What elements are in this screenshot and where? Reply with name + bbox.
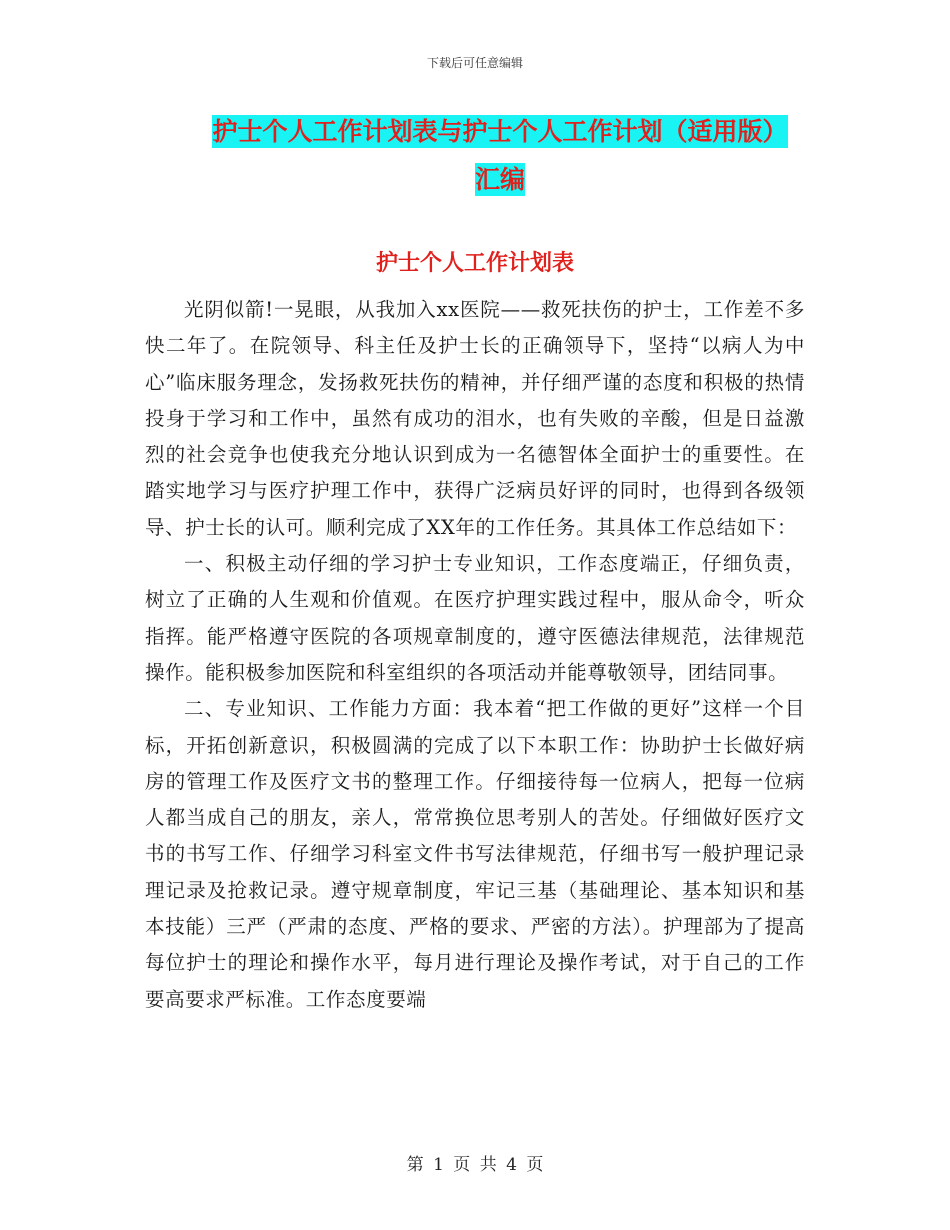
body-text bbox=[145, 292, 805, 1018]
document-title-line-2: 汇编 bbox=[474, 165, 525, 194]
paragraph: 二、专业知识、工作能力方面：我本着“把工作做的更好”这样一个目标，开拓创新意识，积极圆满的完成了以下本职工作：协助护士长做好病房的管理工作及医疗文书的整理工作。仔细接待每一位病人，把每一位病人都当成自己的朋友，亲人，常常换位思考别人的苦处。仔细做好医疗文书的书写工作、仔细学习科室文件书写法律规范，仔细书写一般护理记录理记录及抢救记录。遵守规章制度，牢记三基（基础理论、基本知识和基本技能）三严（严肃的态度、严格的要求、严密的方法）。护理部为了提高每位护士的理论和操作水平，每月进行理论及操作考试，对于自己的工作要高要求严标准。工作态度要端 bbox=[145, 697, 805, 1011]
header-note: 下载后可任意编辑 bbox=[426, 56, 523, 70]
paragraph: 一、积极主动仔细的学习护士专业知识，工作态度端正，仔细负责，树立了正确的人生观和价值观。在医疗护理实践过程中，服从命令，听众指挥。能严格遵守医院的各项规章制度的，遵守医德法律规范，法律规范操作。能积极参加医院和科室组织的各项活动并能尊敬领导，团结同事。 bbox=[145, 552, 805, 684]
page-number-footer: 第 1 页 共 4 页 bbox=[406, 1155, 544, 1175]
section-title: 护士个人工作计划表 bbox=[375, 251, 574, 276]
document-title-line-1: 护士个人工作计划表与护士个人工作计划（适用版） bbox=[212, 117, 788, 146]
document-title bbox=[185, 108, 815, 204]
paragraph: 光阴似箭!一晃眼，从我加入xx医院——救死扶伤的护士，工作差不多快二年了。在院领导、科主任及护士长的正确领导下，坚持“以病人为中心”临床服务理念，发扬救死扶伤的精神，并仔细严谨的态度和积极的热情投身于学习和工作中，虽然有成功的泪水，也有失败的辛酸，但是日益激烈的社会竞争也使我充分地认识到成为一名德智体全面护士的重要性。在踏实地学习与医疗护理工作中，获得广泛病员好评的同时，也得到各级领导、护士长的认可。顺利完成了XX年的工作任务。其具体工作总结如下： bbox=[145, 298, 805, 539]
